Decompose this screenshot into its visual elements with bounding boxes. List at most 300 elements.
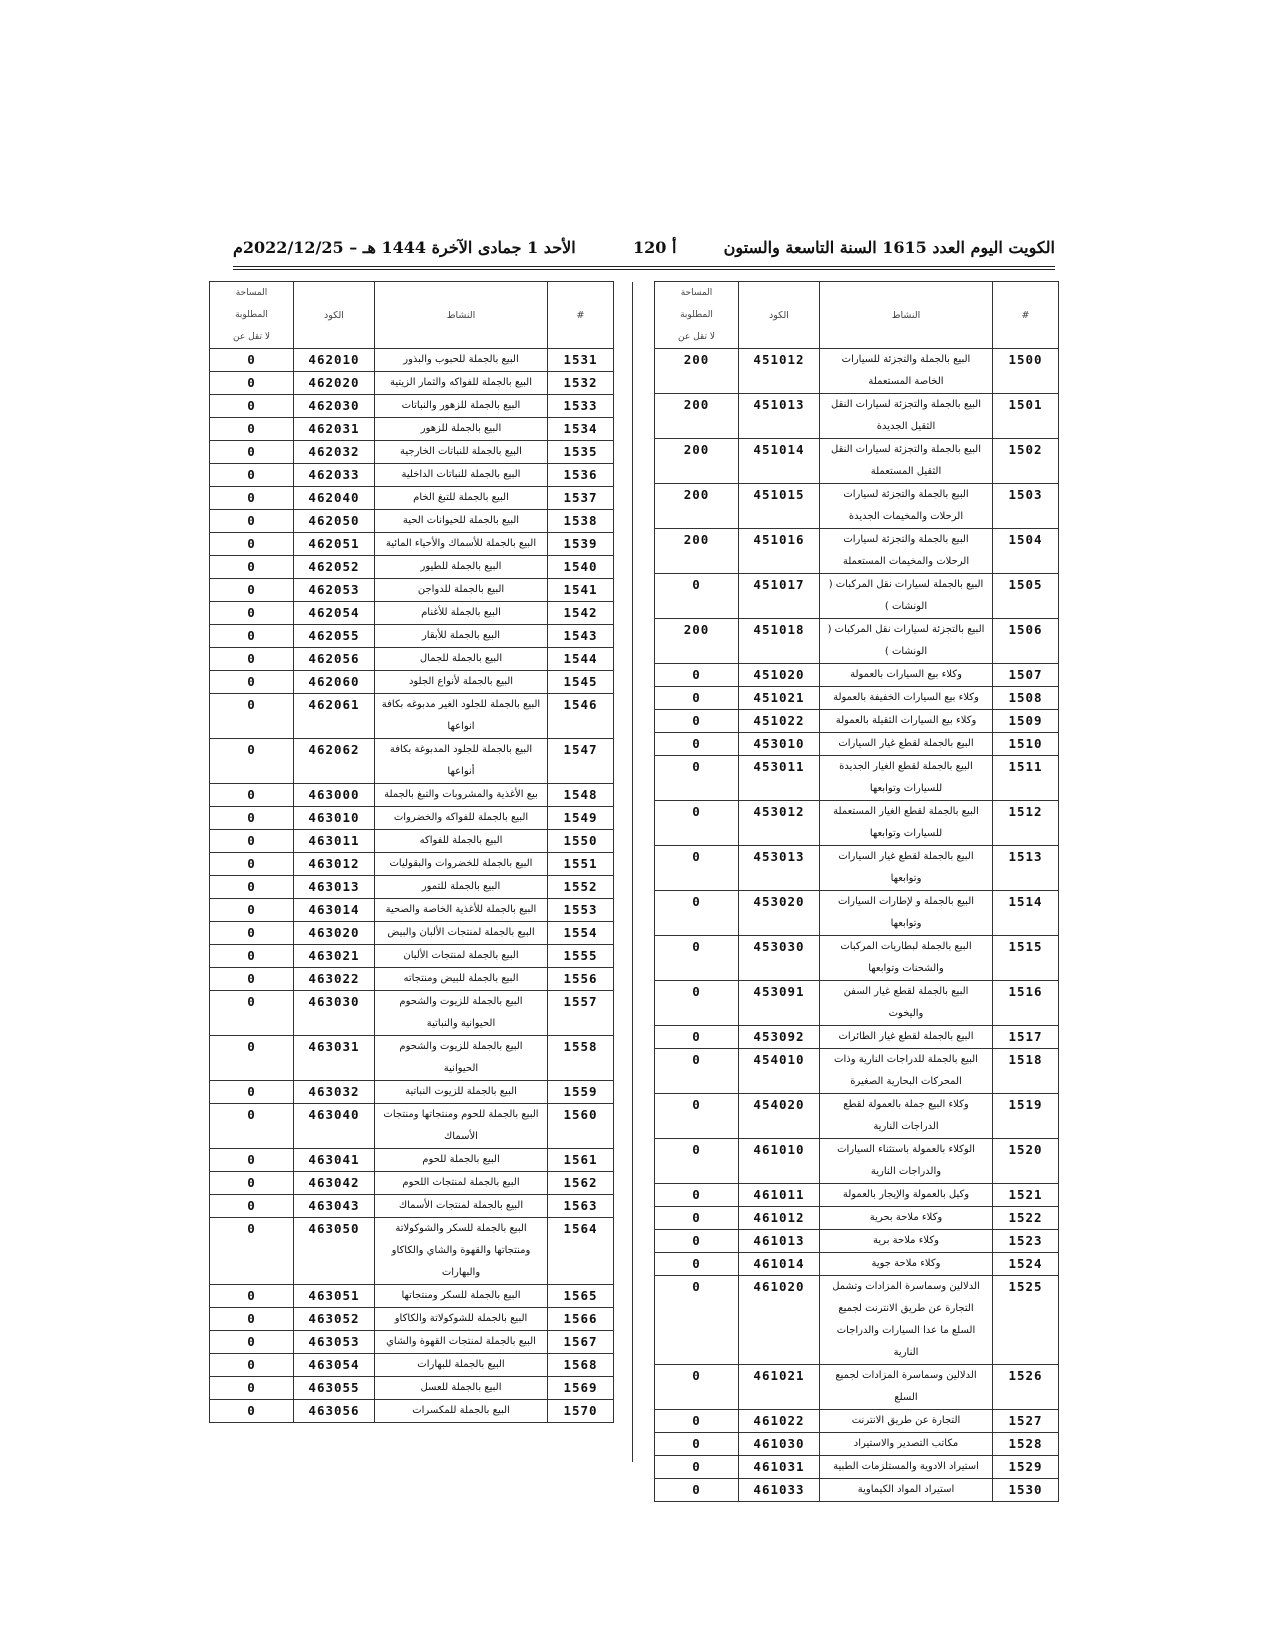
activity-name: البيع بالجملة للمكسرات <box>375 1400 548 1423</box>
activities-table-right <box>654 281 1059 1502</box>
activity-name: البيع بالجملة للخضروات والبقوليات <box>375 853 548 876</box>
activity-name: البيع بالجملة للأغذية الخاصة والصحية <box>375 899 548 922</box>
required-area: 0 <box>655 574 739 619</box>
activity-name: الدلالين وسماسرة المزادات لجميع السلع <box>820 1365 993 1410</box>
activity-name: البيع بالجملة للحبوب والبذور <box>375 349 548 372</box>
table-row <box>655 733 1059 756</box>
activity-code: 463054 <box>294 1354 375 1377</box>
row-number: 1528 <box>993 1433 1059 1456</box>
table-row <box>210 1218 614 1285</box>
table-row <box>210 418 614 441</box>
activity-name: البيع بالجملة لمنتجات الألبان والبيض <box>375 922 548 945</box>
table-row <box>210 349 614 372</box>
row-number: 1555 <box>548 945 614 968</box>
row-number: 1544 <box>548 648 614 671</box>
required-area: 0 <box>210 1104 294 1149</box>
required-area: 0 <box>210 945 294 968</box>
table-row <box>655 439 1059 484</box>
activity-name: البيع بالتجزئة لسيارات نقل المركبات ( الونشات ) <box>820 619 993 664</box>
table-row <box>655 981 1059 1026</box>
activity-name: البيع بالجملة للبهارات <box>375 1354 548 1377</box>
required-area: 0 <box>210 991 294 1036</box>
row-number: 1517 <box>993 1026 1059 1049</box>
activities-table-left <box>209 281 614 1423</box>
row-number: 1502 <box>993 439 1059 484</box>
required-area: 0 <box>210 876 294 899</box>
activity-code: 463010 <box>294 807 375 830</box>
header-activity: النشاط <box>820 282 993 349</box>
required-area: 0 <box>655 846 739 891</box>
activity-name: البيع بالجملة والتجزئة للسيارات الخاصة المستعملة <box>820 349 993 394</box>
required-area: 0 <box>210 418 294 441</box>
required-area: 0 <box>210 1400 294 1423</box>
row-number: 1532 <box>548 372 614 395</box>
row-number: 1546 <box>548 694 614 739</box>
activity-name: البيع بالجملة للحوم ومنتجاتها ومنتجات الأسماك <box>375 1104 548 1149</box>
row-number: 1540 <box>548 556 614 579</box>
activity-code: 462030 <box>294 395 375 418</box>
table-row <box>210 1308 614 1331</box>
table-row <box>655 574 1059 619</box>
required-area: 0 <box>210 784 294 807</box>
table-row <box>210 533 614 556</box>
row-number: 1559 <box>548 1081 614 1104</box>
activity-name: البيع بالجملة لقطع غيار السفن واليخوت <box>820 981 993 1026</box>
activity-name: البيع بالجملة لبطاريات المركبات والشحنات وتوابعها <box>820 936 993 981</box>
activity-name: البيع بالجملة للطيور <box>375 556 548 579</box>
activity-name: البيع بالجملة للأسماك والأحياء المائية <box>375 533 548 556</box>
row-number: 1523 <box>993 1230 1059 1253</box>
activity-name: البيع بالجملة للفواكه والخضروات <box>375 807 548 830</box>
table-row <box>210 441 614 464</box>
row-number: 1551 <box>548 853 614 876</box>
required-area: 0 <box>655 1230 739 1253</box>
activity-name: البيع بالجملة لمنتجات القهوة والشاي <box>375 1331 548 1354</box>
activity-name: البيع بالجملة لمنتجات اللحوم <box>375 1172 548 1195</box>
table-row <box>655 1410 1059 1433</box>
activity-code: 453030 <box>739 936 820 981</box>
row-number: 1514 <box>993 891 1059 936</box>
column-divider <box>632 282 633 1462</box>
table-row <box>655 1230 1059 1253</box>
activity-code: 453092 <box>739 1026 820 1049</box>
activity-code: 462051 <box>294 533 375 556</box>
activity-code: 461011 <box>739 1184 820 1207</box>
activity-code: 461020 <box>739 1276 820 1365</box>
page-header <box>233 238 1055 268</box>
row-number: 1524 <box>993 1253 1059 1276</box>
activity-name: البيع بالجملة للتبغ الخام <box>375 487 548 510</box>
required-area: 0 <box>210 1195 294 1218</box>
header-area-line-3: لا تقل عن <box>678 332 715 342</box>
activity-code: 461022 <box>739 1410 820 1433</box>
required-area: 0 <box>655 733 739 756</box>
required-area: 0 <box>210 671 294 694</box>
activity-code: 463050 <box>294 1218 375 1285</box>
required-area: 0 <box>210 602 294 625</box>
header-activity: النشاط <box>375 282 548 349</box>
table-row <box>210 784 614 807</box>
table-row <box>210 487 614 510</box>
activity-code: 451015 <box>739 484 820 529</box>
activity-code: 463041 <box>294 1149 375 1172</box>
required-area: 0 <box>655 687 739 710</box>
required-area: 0 <box>655 936 739 981</box>
activity-name: البيع بالجملة للدراجات النارية وذات المحركات البحارية الصغيرة <box>820 1049 993 1094</box>
row-number: 1561 <box>548 1149 614 1172</box>
row-number: 1570 <box>548 1400 614 1423</box>
activity-name: البيع بالجملة لقطع الغيار المستعملة للسيارات وتوابعها <box>820 801 993 846</box>
activity-name: البيع بالجملة للنباتات الخارجية <box>375 441 548 464</box>
table-row <box>210 739 614 784</box>
required-area: 200 <box>655 484 739 529</box>
row-number: 1500 <box>993 349 1059 394</box>
row-number: 1515 <box>993 936 1059 981</box>
row-number: 1518 <box>993 1049 1059 1094</box>
row-number: 1520 <box>993 1139 1059 1184</box>
header-rule-bottom <box>233 269 1055 270</box>
activity-code: 451014 <box>739 439 820 484</box>
activity-name: وكلاء ملاحة بحرية <box>820 1207 993 1230</box>
row-number: 1508 <box>993 687 1059 710</box>
required-area: 0 <box>210 968 294 991</box>
header-code: الكود <box>739 282 820 349</box>
activity-name: البيع بالجملة للزيوت والشحوم الحيوانية والنباتية <box>375 991 548 1036</box>
required-area: 0 <box>210 1149 294 1172</box>
activity-code: 453091 <box>739 981 820 1026</box>
activity-code: 462040 <box>294 487 375 510</box>
row-number: 1567 <box>548 1331 614 1354</box>
activity-name: البيع بالجملة للتمور <box>375 876 548 899</box>
table-body <box>655 349 1059 1502</box>
header-code: الكود <box>294 282 375 349</box>
activity-name: البيع بالجملة لقطع غيار الطائرات <box>820 1026 993 1049</box>
activity-name: البيع بالجملة والتجزئة لسيارات الرحلات والمخيمات الجديدة <box>820 484 993 529</box>
activity-name: البيع بالجملة والتجزئة لسيارات الرحلات والمخيمات المستعملة <box>820 529 993 574</box>
activity-name: استيراد الادوية والمستلزمات الطبية <box>820 1456 993 1479</box>
activity-name: البيع بالجملة للجلود المدبوغة بكافة أنواعها <box>375 739 548 784</box>
activity-code: 463032 <box>294 1081 375 1104</box>
activity-code: 463000 <box>294 784 375 807</box>
activity-name: البيع بالجملة للشوكولاتة والكاكاو <box>375 1308 548 1331</box>
activity-name: البيع بالجملة للحيوانات الحية <box>375 510 548 533</box>
activity-name: البيع بالجملة للزيوت النباتية <box>375 1081 548 1104</box>
header-area-line-1: المساحة <box>235 288 268 298</box>
table-row <box>210 1104 614 1149</box>
row-number: 1530 <box>993 1479 1059 1502</box>
required-area: 0 <box>210 1377 294 1400</box>
activity-code: 453020 <box>739 891 820 936</box>
activity-code: 453011 <box>739 756 820 801</box>
header-area-line-1: المساحة <box>680 288 713 298</box>
activity-code: 461012 <box>739 1207 820 1230</box>
activity-code: 453013 <box>739 846 820 891</box>
row-number: 1504 <box>993 529 1059 574</box>
activity-code: 463052 <box>294 1308 375 1331</box>
activity-code: 463042 <box>294 1172 375 1195</box>
row-number: 1566 <box>548 1308 614 1331</box>
table-row <box>210 968 614 991</box>
required-area: 0 <box>210 807 294 830</box>
table-row <box>210 464 614 487</box>
row-number: 1542 <box>548 602 614 625</box>
table-row <box>655 1479 1059 1502</box>
row-number: 1522 <box>993 1207 1059 1230</box>
activity-code: 463012 <box>294 853 375 876</box>
activity-code: 462010 <box>294 349 375 372</box>
row-number: 1527 <box>993 1410 1059 1433</box>
activity-code: 451012 <box>739 349 820 394</box>
activity-code: 461031 <box>739 1456 820 1479</box>
header-area-line-2: المطلوبة <box>680 310 713 320</box>
activity-name: الوكلاء بالعمولة باستثناء السيارات والدراجات النارية <box>820 1139 993 1184</box>
activity-code: 454020 <box>739 1094 820 1139</box>
table-row <box>655 1253 1059 1276</box>
activity-name: التجارة عن طريق الانترنت <box>820 1410 993 1433</box>
required-area: 0 <box>210 1081 294 1104</box>
table-row <box>210 1377 614 1400</box>
activity-code: 454010 <box>739 1049 820 1094</box>
activity-name: مكاتب التصدير والاستيراد <box>820 1433 993 1456</box>
required-area: 0 <box>210 1036 294 1081</box>
row-number: 1533 <box>548 395 614 418</box>
table-row <box>655 1184 1059 1207</box>
activity-code: 462061 <box>294 694 375 739</box>
table-body <box>210 349 614 1423</box>
table-row <box>655 891 1059 936</box>
table-row <box>210 510 614 533</box>
row-number: 1558 <box>548 1036 614 1081</box>
activity-code: 462032 <box>294 441 375 464</box>
required-area: 0 <box>655 1139 739 1184</box>
row-number: 1521 <box>993 1184 1059 1207</box>
activity-code: 463055 <box>294 1377 375 1400</box>
activity-code: 451018 <box>739 619 820 664</box>
row-number: 1553 <box>548 899 614 922</box>
row-number: 1513 <box>993 846 1059 891</box>
row-number: 1556 <box>548 968 614 991</box>
activity-code: 463051 <box>294 1285 375 1308</box>
activity-name: وكلاء البيع جملة بالعمولة لقطع الدراجات النارية <box>820 1094 993 1139</box>
header-num: # <box>993 282 1059 349</box>
required-area: 0 <box>210 830 294 853</box>
row-number: 1548 <box>548 784 614 807</box>
activity-code: 463043 <box>294 1195 375 1218</box>
activity-code: 462053 <box>294 579 375 602</box>
activity-name: البيع بالجملة للفواكه والثمار الزيتية <box>375 372 548 395</box>
activity-name: وكلاء ملاحة جوية <box>820 1253 993 1276</box>
activity-name: البيع بالجملة و لإطارات السيارات وتوابعها <box>820 891 993 936</box>
table-row <box>210 1354 614 1377</box>
table-row <box>655 687 1059 710</box>
required-area: 0 <box>655 1094 739 1139</box>
activity-name: البيع بالجملة لمنتجات الأسماك <box>375 1195 548 1218</box>
required-area: 0 <box>210 694 294 739</box>
required-area: 0 <box>655 1049 739 1094</box>
table-row <box>210 1285 614 1308</box>
activity-name: البيع بالجملة للبيض ومنتجاته <box>375 968 548 991</box>
row-number: 1536 <box>548 464 614 487</box>
required-area: 0 <box>210 1331 294 1354</box>
activity-name: البيع بالجملة للجلود الغير مدبوغه بكافة انواعها <box>375 694 548 739</box>
required-area: 0 <box>655 1365 739 1410</box>
activity-name: البيع بالجملة للأبقار <box>375 625 548 648</box>
table-row <box>210 830 614 853</box>
activity-code: 462052 <box>294 556 375 579</box>
activity-name: البيع بالجملة للسكر والشوكولاتة ومنتجاتها والقهوة والشاي والكاكاو والبهارات <box>375 1218 548 1285</box>
table-row <box>655 529 1059 574</box>
activity-code: 451017 <box>739 574 820 619</box>
table-row <box>210 1400 614 1423</box>
activity-name: استيراد المواد الكيماوية <box>820 1479 993 1502</box>
table-row <box>210 853 614 876</box>
activity-code: 463011 <box>294 830 375 853</box>
table-row <box>210 1036 614 1081</box>
row-number: 1526 <box>993 1365 1059 1410</box>
required-area: 0 <box>210 648 294 671</box>
activity-code: 461010 <box>739 1139 820 1184</box>
table-header-row <box>210 282 614 349</box>
required-area: 200 <box>655 349 739 394</box>
activity-name: وكلاء بيع السيارات الخفيفة بالعمولة <box>820 687 993 710</box>
row-number: 1552 <box>548 876 614 899</box>
row-number: 1537 <box>548 487 614 510</box>
activity-name: وكلاء ملاحة برية <box>820 1230 993 1253</box>
activity-name: وكلاء بيع السيارات بالعمولة <box>820 664 993 687</box>
header-area-line-2: المطلوبة <box>235 310 268 320</box>
table-row <box>655 1433 1059 1456</box>
required-area: 0 <box>210 487 294 510</box>
table-row <box>655 1139 1059 1184</box>
activity-name: وكلاء بيع السيارات الثقيلة بالعمولة <box>820 710 993 733</box>
row-number: 1550 <box>548 830 614 853</box>
row-number: 1539 <box>548 533 614 556</box>
table-row <box>210 671 614 694</box>
header-area <box>655 282 739 349</box>
activity-name: البيع بالجملة والتجزئة لسيارات النقل الثقيل الجديدة <box>820 394 993 439</box>
table-row <box>655 619 1059 664</box>
table-row <box>210 648 614 671</box>
table-row <box>210 1331 614 1354</box>
activity-code: 461013 <box>739 1230 820 1253</box>
table-row <box>655 1276 1059 1365</box>
row-number: 1569 <box>548 1377 614 1400</box>
activity-code: 462054 <box>294 602 375 625</box>
activity-name: البيع بالجملة للأغنام <box>375 602 548 625</box>
activity-name: البيع بالجملة للحوم <box>375 1149 548 1172</box>
page-number: أ 120 <box>633 238 677 257</box>
required-area: 200 <box>655 529 739 574</box>
activity-code: 463040 <box>294 1104 375 1149</box>
table-row <box>655 394 1059 439</box>
required-area: 0 <box>210 1218 294 1285</box>
required-area: 200 <box>655 394 739 439</box>
activity-code: 453012 <box>739 801 820 846</box>
row-number: 1557 <box>548 991 614 1036</box>
activity-code: 451020 <box>739 664 820 687</box>
table-row <box>655 846 1059 891</box>
activity-name: البيع بالجملة لقطع الغيار الجديدة للسيارات وتوابعها <box>820 756 993 801</box>
row-number: 1549 <box>548 807 614 830</box>
table-row <box>655 710 1059 733</box>
table-row <box>655 756 1059 801</box>
activity-name: البيع بالجملة للجمال <box>375 648 548 671</box>
activity-code: 463020 <box>294 922 375 945</box>
row-number: 1507 <box>993 664 1059 687</box>
required-area: 0 <box>655 1207 739 1230</box>
publication-title: الكويت اليوم العدد 1615 السنة التاسعة والستون <box>723 238 1055 257</box>
activity-name: الدلالين وسماسرة المزادات وتشمل التجارة عن طريق الانترنت لجميع السلع ما عدا السيارات والدراجات النارية <box>820 1276 993 1365</box>
row-number: 1519 <box>993 1094 1059 1139</box>
row-number: 1525 <box>993 1276 1059 1365</box>
row-number: 1505 <box>993 574 1059 619</box>
row-number: 1501 <box>993 394 1059 439</box>
table-row <box>210 1149 614 1172</box>
activity-code: 462020 <box>294 372 375 395</box>
required-area: 200 <box>655 619 739 664</box>
required-area: 0 <box>655 1026 739 1049</box>
row-number: 1563 <box>548 1195 614 1218</box>
row-number: 1564 <box>548 1218 614 1285</box>
activity-name: البيع بالجملة للزهور والنباتات <box>375 395 548 418</box>
activity-code: 463030 <box>294 991 375 1036</box>
activity-code: 461030 <box>739 1433 820 1456</box>
required-area: 0 <box>210 349 294 372</box>
header-rule-top <box>233 266 1055 267</box>
table-row <box>210 1081 614 1104</box>
activity-name: بيع الأغذية والمشروبات والتبغ بالجملة <box>375 784 548 807</box>
required-area: 0 <box>210 510 294 533</box>
activity-name: البيع بالجملة للزهور <box>375 418 548 441</box>
header-area-line-3: لا تقل عن <box>233 332 270 342</box>
table-row <box>655 1026 1059 1049</box>
required-area: 0 <box>655 801 739 846</box>
required-area: 0 <box>210 899 294 922</box>
table-row <box>210 807 614 830</box>
activity-code: 463022 <box>294 968 375 991</box>
row-number: 1529 <box>993 1456 1059 1479</box>
table-row <box>655 1094 1059 1139</box>
required-area: 0 <box>655 891 739 936</box>
row-number: 1545 <box>548 671 614 694</box>
required-area: 0 <box>655 1184 739 1207</box>
activity-code: 461033 <box>739 1479 820 1502</box>
required-area: 0 <box>210 922 294 945</box>
row-number: 1541 <box>548 579 614 602</box>
table-row <box>210 395 614 418</box>
activity-code: 463053 <box>294 1331 375 1354</box>
required-area: 0 <box>210 1172 294 1195</box>
activity-code: 453010 <box>739 733 820 756</box>
activity-code: 462033 <box>294 464 375 487</box>
activity-code: 451022 <box>739 710 820 733</box>
table-row <box>210 625 614 648</box>
required-area: 0 <box>655 756 739 801</box>
activity-code: 451021 <box>739 687 820 710</box>
row-number: 1511 <box>993 756 1059 801</box>
row-number: 1512 <box>993 801 1059 846</box>
row-number: 1547 <box>548 739 614 784</box>
activity-code: 462055 <box>294 625 375 648</box>
table-row <box>210 372 614 395</box>
required-area: 0 <box>210 1308 294 1331</box>
activity-code: 461021 <box>739 1365 820 1410</box>
header-num: # <box>548 282 614 349</box>
issue-date: الأحد 1 جمادى الآخرة 1444 هـ – 2022/12/25م <box>233 238 576 257</box>
required-area: 0 <box>655 1479 739 1502</box>
activity-code: 463056 <box>294 1400 375 1423</box>
activity-name: البيع بالجملة لأنواع الجلود <box>375 671 548 694</box>
